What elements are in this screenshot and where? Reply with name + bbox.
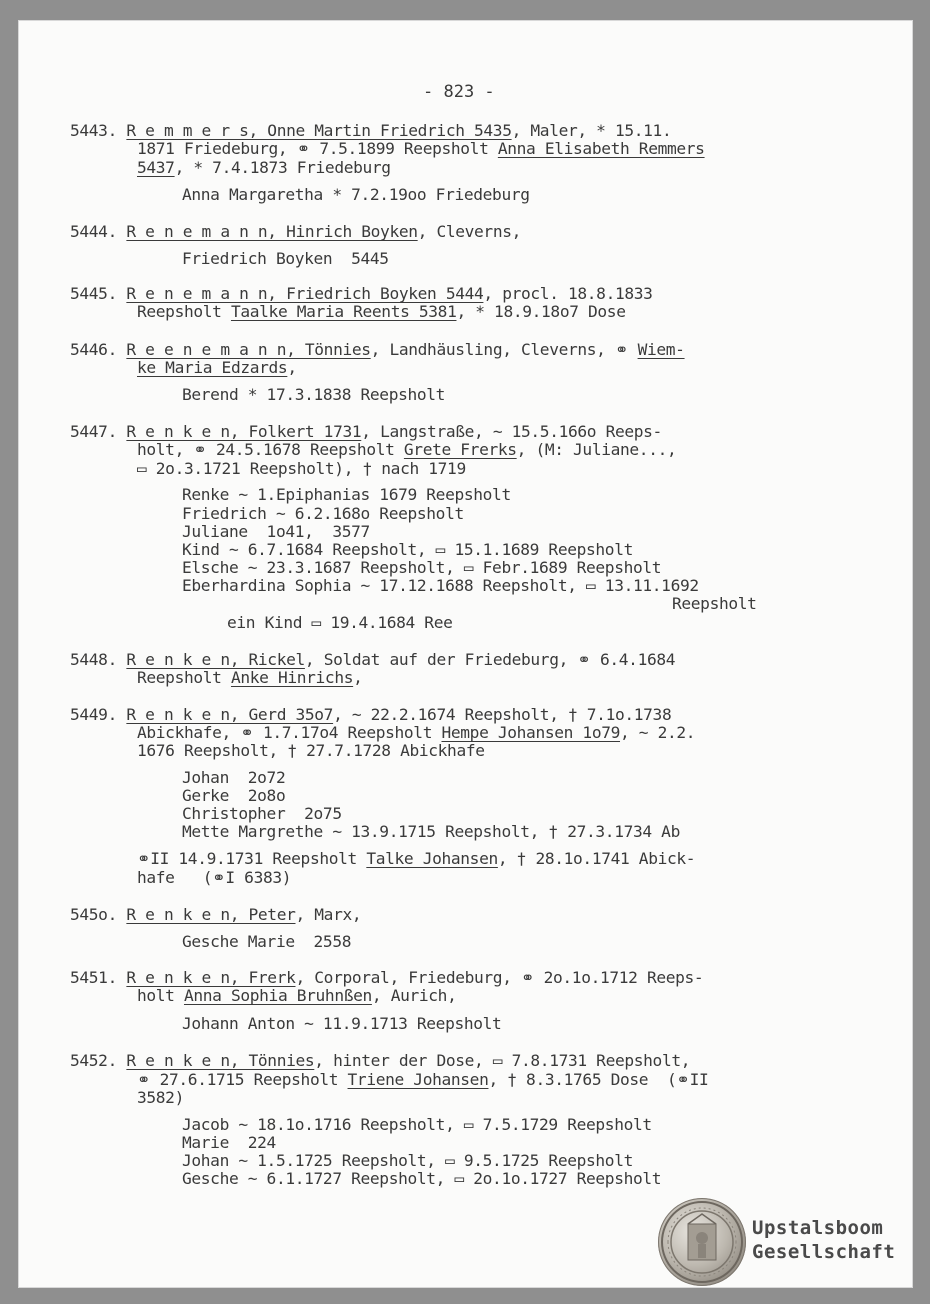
text-segment: holt xyxy=(137,986,184,1005)
text-segment: Johan 2o72 xyxy=(182,768,286,787)
entry-5449-line xyxy=(137,850,695,868)
text-segment: Abickhafe, ⚭ 1.7.17o4 Reepsholt xyxy=(137,723,442,742)
text-segment: Johan ~ 1.5.1725 Reepsholt, ▭ 9.5.1725 Reepsholt xyxy=(182,1151,633,1170)
text-segment: , ~ 2.2. xyxy=(620,723,696,742)
entry-5449-line xyxy=(182,805,342,823)
text-segment: , * 7.4.1873 Friedeburg xyxy=(174,158,391,177)
text-segment: 5447. xyxy=(70,422,127,441)
underlined-name: Grete Frerks xyxy=(403,440,517,459)
entry-5449-line xyxy=(137,742,485,760)
text-segment: 5446. xyxy=(70,340,127,359)
underlined-name: Hempe Johansen 1o79 xyxy=(441,723,621,742)
text-segment: Jacob ~ 18.1o.1716 Reepsholt, ▭ 7.5.1729 Reepsholt xyxy=(182,1115,652,1134)
brand-line-2: Gesellschaft xyxy=(752,1241,896,1263)
entry-5452-line xyxy=(182,1152,633,1170)
text-segment: , * 18.9.18o7 Dose xyxy=(456,302,626,321)
entry-5447-line xyxy=(672,595,757,613)
text-segment: , † 28.1o.1741 Abick- xyxy=(497,849,696,868)
entry-5443-line xyxy=(137,159,391,177)
entry-5451-line xyxy=(137,987,456,1005)
text-segment: , Aurich, xyxy=(371,986,457,1005)
entry-5447-line xyxy=(182,559,661,577)
text-segment: , Corporal, Friedeburg, ⚭ 2o.1o.1712 Reeps- xyxy=(295,968,704,987)
text-segment: 545o. xyxy=(70,905,127,924)
underlined-name: Triene Johansen xyxy=(347,1070,489,1089)
text-segment: Juliane 1o41, 3577 xyxy=(182,522,370,541)
text-segment: Anna Margaretha * 7.2.19oo Friedeburg xyxy=(182,185,530,204)
text-segment: Friedrich ~ 6.2.168o Reepsholt xyxy=(182,504,464,523)
entry-5445-heading xyxy=(70,285,653,303)
society-seal-icon xyxy=(658,1198,746,1286)
entry-5447-line xyxy=(182,577,699,595)
text-segment: 5443. xyxy=(70,121,127,140)
text-segment: Christopher 2o75 xyxy=(182,804,342,823)
text-segment: Reepsholt xyxy=(137,302,231,321)
entry-5445-line xyxy=(137,303,626,321)
underlined-name: ke Maria Edzards xyxy=(137,358,288,377)
entry-5447-line xyxy=(182,505,464,523)
text-segment: Friedrich Boyken 5445 xyxy=(182,249,389,268)
brand-line-1: Upstalsboom xyxy=(752,1217,884,1239)
underlined-name: R e n k e n, Peter xyxy=(126,905,296,924)
text-segment: ⚭II 14.9.1731 Reepsholt xyxy=(137,849,367,868)
underlined-name: R e n k e n, Folkert 1731 xyxy=(126,422,362,441)
text-segment: , Langstraße, ~ 15.5.166o Reeps- xyxy=(361,422,662,441)
entry-5447-line xyxy=(182,486,511,504)
entry-5451-line xyxy=(182,1015,501,1033)
entry-5449-line xyxy=(182,823,680,841)
underlined-name: 5437 xyxy=(137,158,175,177)
text-segment: 1676 Reepsholt, † 27.7.1728 Abickhafe xyxy=(137,741,485,760)
underlined-name: Anke Hinrichs xyxy=(230,668,354,687)
entry-5443-line xyxy=(137,140,705,158)
text-segment: , procl. 18.8.1833 xyxy=(483,284,653,303)
entry-5452-heading xyxy=(70,1052,690,1070)
text-segment: , Maler, * 15.11. xyxy=(511,121,672,140)
entry-5450-heading xyxy=(70,906,361,924)
underlined-name: Wiem- xyxy=(637,340,685,359)
text-segment: Mette Margrethe ~ 13.9.1715 Reepsholt, † 27.3.1734 Ab xyxy=(182,822,680,841)
underlined-name: R e n k e n, Gerd 35o7 xyxy=(126,705,334,724)
text-segment: , Cleverns, xyxy=(417,222,522,241)
text-segment: 5448. xyxy=(70,650,127,669)
entry-5449-heading xyxy=(70,706,671,724)
entry-5446-line xyxy=(182,386,445,404)
text-segment: , Soldat auf der Friedeburg, ⚭ 6.4.1684 xyxy=(304,650,676,669)
text-segment: ⚭ 27.6.1715 Reepsholt xyxy=(137,1070,348,1089)
text-segment: 5449. xyxy=(70,705,127,724)
entry-5446-heading xyxy=(70,341,685,359)
text-segment: hafe (⚭I 6383) xyxy=(137,868,292,887)
text-segment: 5445. xyxy=(70,284,127,303)
entry-5452-line xyxy=(182,1134,276,1152)
entry-5444-line xyxy=(182,250,389,268)
text-segment: Kind ~ 6.7.1684 Reepsholt, ▭ 15.1.1689 Reepsholt xyxy=(182,540,633,559)
entry-5447-line xyxy=(182,523,370,541)
entry-5451-heading xyxy=(70,969,703,987)
underlined-name: Taalke Maria Reents 5381 xyxy=(230,302,457,321)
underlined-name: R e e n e m a n n, Tönnies xyxy=(126,340,371,359)
text-segment: ein Kind ▭ 19.4.1684 Ree xyxy=(227,613,453,632)
underlined-name: Anna Elisabeth Remmers xyxy=(497,139,705,158)
text-segment: Gesche Marie 2558 xyxy=(182,932,352,951)
text-segment: , † 8.3.1765 Dose (⚭II xyxy=(488,1070,709,1089)
text-segment: 3582) xyxy=(137,1088,184,1107)
entry-5452-line xyxy=(182,1116,652,1134)
text-segment: , xyxy=(353,668,363,687)
entry-5443-line xyxy=(182,186,530,204)
entry-5448-line xyxy=(137,669,363,687)
underlined-name: R e n e m a n n, Friedrich Boyken 5444 xyxy=(126,284,484,303)
entry-5452-line xyxy=(137,1071,708,1089)
entry-5447-line xyxy=(137,460,466,478)
entry-5443-heading xyxy=(70,122,671,140)
text-segment: 5451. xyxy=(70,968,127,987)
text-segment: 1871 Friedeburg, ⚭ 7.5.1899 Reepsholt xyxy=(137,139,498,158)
underlined-name: R e n k e n, Rickel xyxy=(126,650,305,669)
text-segment: , Marx, xyxy=(295,905,362,924)
underlined-name: R e m m e r s, Onne Martin Friedrich 5435 xyxy=(126,121,512,140)
entry-5448-heading xyxy=(70,651,675,669)
entry-5447-line xyxy=(182,541,633,559)
text-segment: Eberhardina Sophia ~ 17.12.1688 Reepsholt, ▭ 13.11.1692 xyxy=(182,576,699,595)
entry-5449-line xyxy=(182,787,285,805)
text-segment: Marie 224 xyxy=(182,1133,276,1152)
text-segment: , hinter der Dose, ▭ 7.8.1731 Reepsholt, xyxy=(314,1051,691,1070)
document-page xyxy=(18,20,913,1288)
underlined-name: R e n e m a n n, Hinrich Boyken xyxy=(126,222,418,241)
entry-5447-heading xyxy=(70,423,662,441)
text-segment: , xyxy=(287,358,297,377)
entry-5449-line xyxy=(137,869,291,887)
entry-5446-line xyxy=(137,359,297,377)
text-segment: 5444. xyxy=(70,222,127,241)
entry-5447-line xyxy=(137,441,676,459)
entry-5452-line xyxy=(182,1170,661,1188)
underlined-name: Talke Johansen xyxy=(366,849,498,868)
text-segment: Gerke 2o8o xyxy=(182,786,286,805)
text-segment: , ~ 22.2.1674 Reepsholt, † 7.1o.1738 xyxy=(333,705,672,724)
society-logo-text xyxy=(752,1216,895,1264)
text-segment: Reepsholt xyxy=(672,594,757,613)
text-segment: , (M: Juliane..., xyxy=(516,440,677,459)
page-number: - 823 - xyxy=(423,82,495,102)
underlined-name: R e n k e n, Frerk xyxy=(126,968,296,987)
text-segment: Reepsholt xyxy=(137,668,231,687)
text-segment: Berend * 17.3.1838 Reepsholt xyxy=(182,385,446,404)
entry-5447-line xyxy=(227,614,453,632)
entry-5449-line xyxy=(182,769,285,787)
entry-5452-line xyxy=(137,1089,184,1107)
text-segment: ▭ 2o.3.1721 Reepsholt), † nach 1719 xyxy=(137,459,466,478)
entry-5450-line xyxy=(182,933,351,951)
entry-5444-heading xyxy=(70,223,521,241)
underlined-name: R e n k e n, Tönnies xyxy=(126,1051,315,1070)
text-segment: Johann Anton ~ 11.9.1713 Reepsholt xyxy=(182,1014,502,1033)
text-segment: , Landhäusling, Cleverns, ⚭ xyxy=(370,340,638,359)
entry-5449-line xyxy=(137,724,695,742)
text-segment: Gesche ~ 6.1.1727 Reepsholt, ▭ 2o.1o.1727 Reepsholt xyxy=(182,1169,662,1188)
text-segment: 5452. xyxy=(70,1051,127,1070)
text-segment: holt, ⚭ 24.5.1678 Reepsholt xyxy=(137,440,404,459)
text-segment: Elsche ~ 23.3.1687 Reepsholt, ▭ Febr.1689 Reepsholt xyxy=(182,558,662,577)
underlined-name: Anna Sophia Bruhnßen xyxy=(183,986,372,1005)
text-segment: Renke ~ 1.Epiphanias 1679 Reepsholt xyxy=(182,485,511,504)
